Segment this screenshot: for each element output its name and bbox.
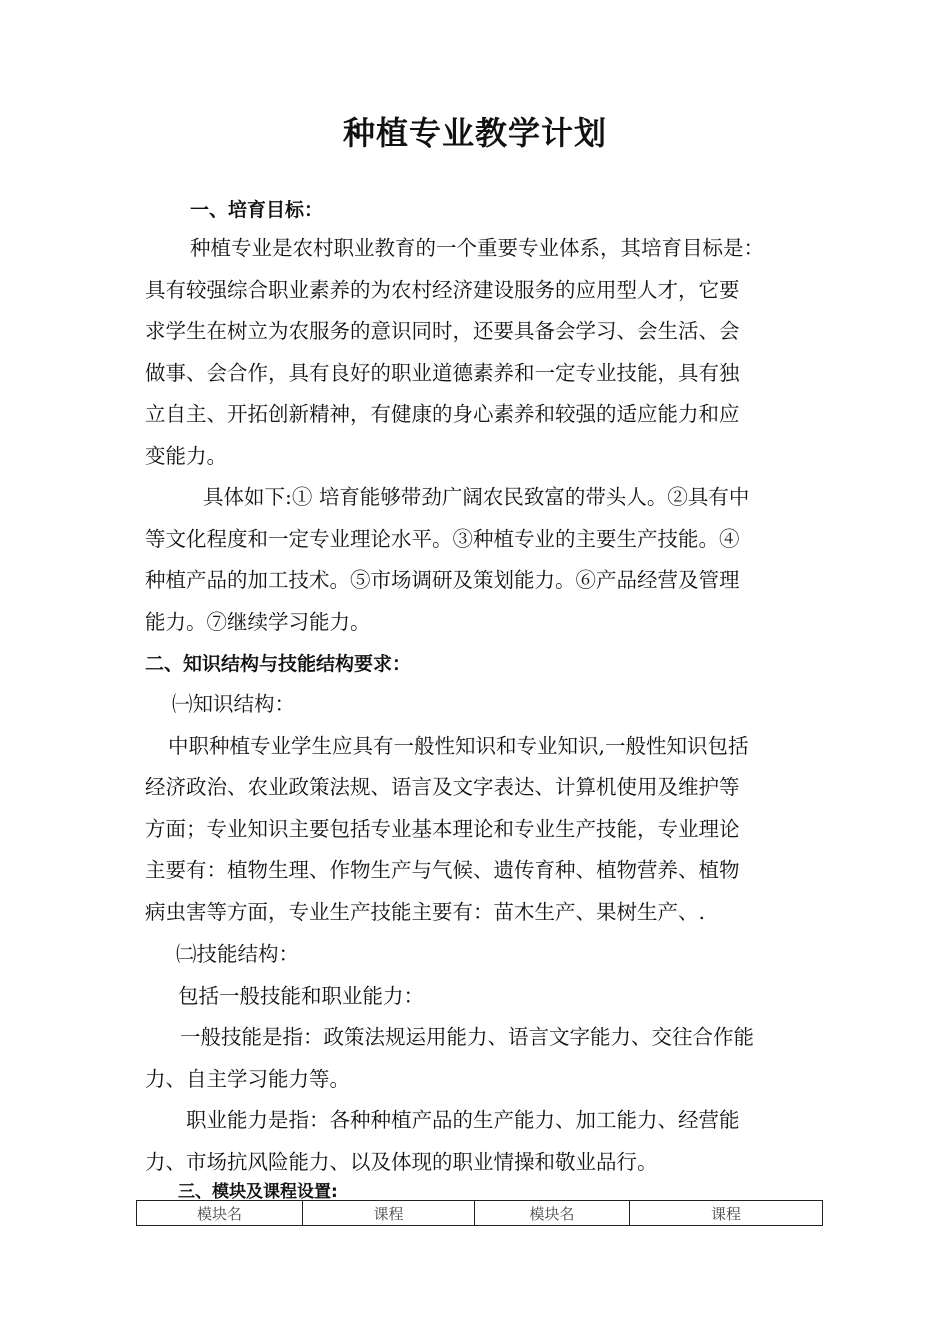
page-title: 种植专业教学计划 [342, 114, 607, 152]
paragraph-line: 经济政治、农业政策法规、语言及文字表达、计算机使用及维护等 [145, 775, 740, 799]
paragraph-line: 主要有：植物生理、作物生产与气候、遗传育种、植物营养、植物 [145, 858, 740, 882]
paragraph-line: 求学生在树立为农服务的意识同时，还要具备会学习、会生活、会 [145, 319, 740, 343]
paragraph-line: 立自主、开拓创新精神，有健康的身心素养和较强的适应能力和应 [145, 402, 740, 426]
paragraph-line: 职业能力是指：各种种植产品的生产能力、加工能力、经营能 [186, 1108, 740, 1132]
paragraph-line: 种植产品的加工技术。⑤市场调研及策划能力。⑥产品经营及管理 [145, 568, 740, 592]
paragraph-line: 种植专业是农村职业教育的一个重要专业体系，其培育目标是： [190, 236, 764, 260]
table-header-cell: 模块名 [475, 1201, 630, 1226]
paragraph-line: 变能力。 [145, 444, 227, 468]
paragraph-line: 具体如下:① 培育能够带劲广阔农民致富的带头人。②具有中 [203, 485, 750, 509]
paragraph-line: 力、自主学习能力等。 [145, 1067, 350, 1091]
paragraph-line: 一般技能是指：政策法规运用能力、语言文字能力、交往合作能 [180, 1025, 754, 1049]
section-heading-structure: 二、知识结构与技能结构要求： [145, 653, 412, 675]
section-heading-goals: 一、培育目标： [190, 199, 324, 221]
table-header-cell: 模块名 [137, 1201, 303, 1226]
paragraph-line: 力、市场抗风险能力、以及体现的职业情操和敬业品行。 [145, 1150, 658, 1174]
paragraph-line: 具有较强综合职业素养的为农村经济建设服务的应用型人才，它要 [145, 278, 740, 302]
paragraph-line: 病虫害等方面，专业生产技能主要有：苗木生产、果树生产、. [145, 900, 706, 924]
paragraph-line: 做事、会合作，具有良好的职业道德素养和一定专业技能，具有独 [145, 361, 740, 385]
course-table [136, 1200, 823, 1226]
subsection-heading-knowledge: ㈠知识结构： [172, 692, 295, 716]
table-header-row [137, 1201, 823, 1226]
subsection-heading-skills: ㈡技能结构： [176, 942, 299, 966]
paragraph-line: 中职种植专业学生应具有一般性知识和专业知识,一般性知识包括 [168, 734, 749, 758]
table-header-cell: 课程 [630, 1201, 823, 1226]
paragraph-line: 等文化程度和一定专业理论水平。③种植专业的主要生产技能。④ [145, 527, 740, 551]
paragraph-line: 方面；专业知识主要包括专业基本理论和专业生产技能，专业理论 [145, 817, 740, 841]
paragraph-line: 能力。⑦继续学习能力。 [145, 610, 371, 634]
table-header-cell: 课程 [303, 1201, 475, 1226]
section-heading-courses: 三、模块及课程设置: [178, 1182, 338, 1202]
paragraph-line: 包括一般技能和职业能力： [178, 984, 424, 1008]
